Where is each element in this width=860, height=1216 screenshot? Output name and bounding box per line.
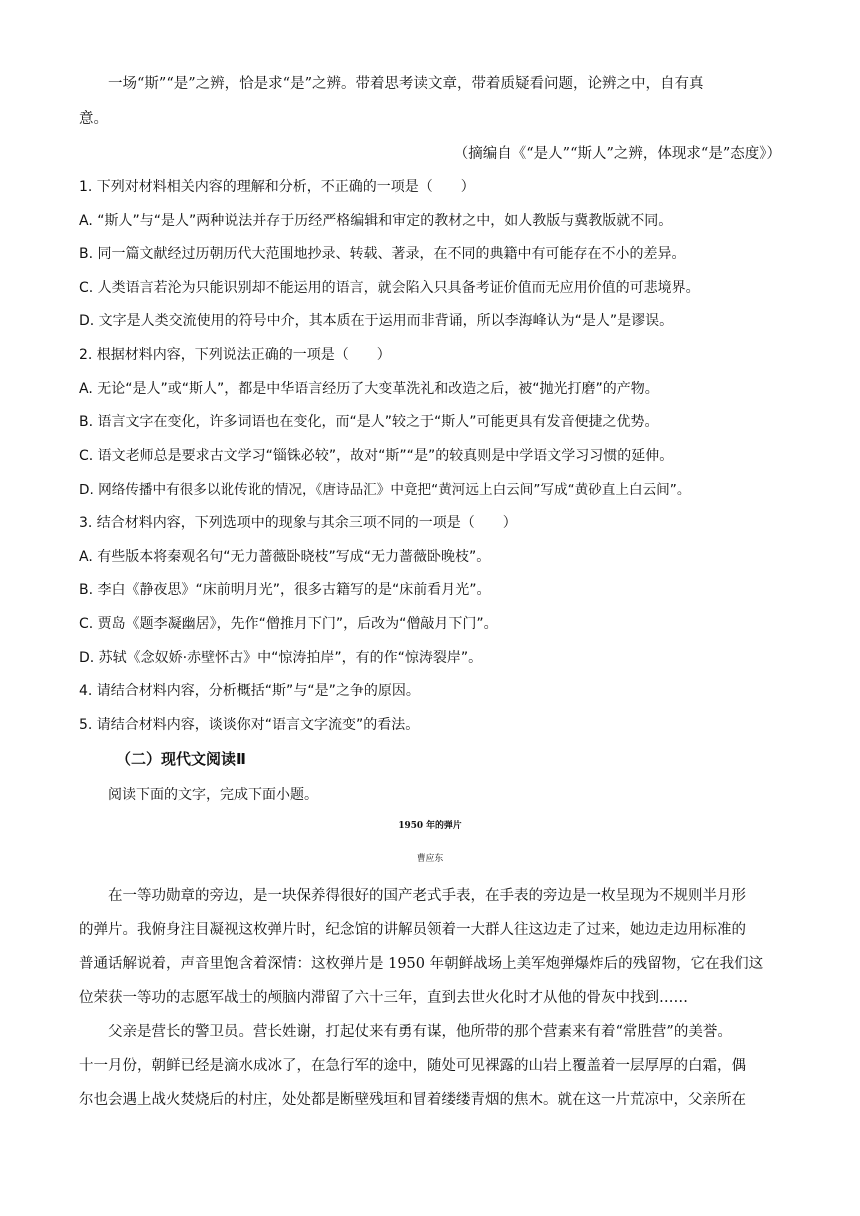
question-3-option-c: C. 贾岛《题李凝幽居》，先作“僧推月下门”，后改为“僧敲月下门”。 [79,616,498,632]
story-paragraph-line: 父亲是营长的警卫员。营长姓谢，打起仗来有勇有谋，他所带的那个营素来有着“常胜营”的美誉。 [108,1024,732,1040]
question-5-stem: 5. 请结合材料内容，谈谈你对“语言文字流变”的看法。 [79,717,420,733]
question-1-option-a: A. “斯人”与“是人”两种说法并存于历经严格编辑和审定的教材之中，如人教版与冀教版就不同。 [79,213,673,229]
question-2-option-d: D. 网络传播中有很多以讹传讹的情况，《唐诗品汇》中竟把“黄河远上白云间”写成“黄砂直上白云间”。 [79,482,691,498]
question-2-option-a: A. 无论“是人”或“斯人”，都是中华语言经历了大变革洗礼和改造之后，被“抛光打磨”的产物。 [79,381,659,397]
story-author: 曹应东 [416,854,444,864]
material-paragraph-line: 意。 [79,111,108,127]
story-paragraph-line: 十一月份，朝鲜已经是滴水成冰了，在急行军的途中，随处可见裸露的山岩上覆盖着一层厚厚的白霜，偶 [79,1058,746,1074]
question-3-stem: 3. 结合材料内容，下列选项中的现象与其余三项不同的一项是（ ） [79,515,517,531]
question-1-stem: 1. 下列对材料相关内容的理解和分析，不正确的一项是（ ） [79,179,475,195]
question-1-option-b: B. 同一篇文献经过历朝历代大范围地抄录、转载、著录，在不同的典籍中有可能存在不小的差异。 [79,246,686,262]
question-3-option-a: A. 有些版本将秦观名句“无力蔷薇卧晓枝”写成“无力蔷薇卧晚枝”。 [79,549,491,565]
question-3-option-d: D. 苏轼《念奴娇·赤壁怀古》中“惊涛拍岸”，有的作“惊涛裂岸”。 [79,650,483,666]
story-paragraph-line: 的弹片。我俯身注目凝视这枚弹片时，纪念馆的讲解员领着一大群人往这边走了过来，她边走边用标准的 [79,922,746,938]
question-1-option-d: D. 文字是人类交流使用的符号中介，其本质在于运用而非背诵，所以李海峰认为“是人”是谬误。 [79,313,674,329]
material-source: （摘编自《“是人”“斯人”之辨，体现求“是”态度》） [453,146,781,162]
question-3-option-b: B. 李白《静夜思》“床前明月光”，很多古籍写的是“床前看月光”。 [79,582,491,598]
question-2-option-b: B. 语言文字在变化，许多词语也在变化，而“是人”较之于“斯人”可能更具有发音便捷之优势。 [79,414,659,430]
story-paragraph-line: 尔也会遇上战火焚烧后的村庄，处处都是断壁残垣和冒着缕缕青烟的焦木。就在这一片荒凉中，父亲所在 [79,1092,746,1108]
question-1-option-c: C. 人类语言若沦为只能识别却不能运用的语言，就会陷入只具备考证价值而无应用价值的可悲境界。 [79,280,700,296]
question-2-stem: 2. 根据材料内容，下列说法正确的一项是（ ） [79,347,391,363]
question-4-stem: 4. 请结合材料内容，分析概括“斯”与“是”之争的原因。 [79,683,420,699]
section-title: （二）现代文阅读Ⅱ [116,750,246,768]
story-paragraph-line: 位荣获一等功的志愿军战士的颅脑内滞留了六十三年，直到去世火化时才从他的骨灰中找到…… [79,990,688,1006]
question-2-option-c: C. 语文老师总是要求古文学习“锱铢必较”，故对“斯”“是”的较真则是中学语文学习习惯的延伸。 [79,448,674,464]
story-paragraph-line: 普通话解说着，声音里饱含着深情：这枚弹片是 1950 年朝鲜战场上美军炮弹爆炸后的残留物，它在我们这 [79,956,764,972]
story-paragraph-line: 在一等功勋章的旁边，是一块保养得很好的国产老式手表，在手表的旁边是一枚呈现为不规则半月形 [108,888,746,904]
section-instruction: 阅读下面的文字，完成下面小题。 [108,787,318,803]
material-paragraph-line: 一场“斯”“是”之辨，恰是求“是”之辨。带着思考读文章，带着质疑看问题，论辨之中，自有真 [108,76,704,92]
story-title: 1950 年的弹片 [398,821,462,831]
